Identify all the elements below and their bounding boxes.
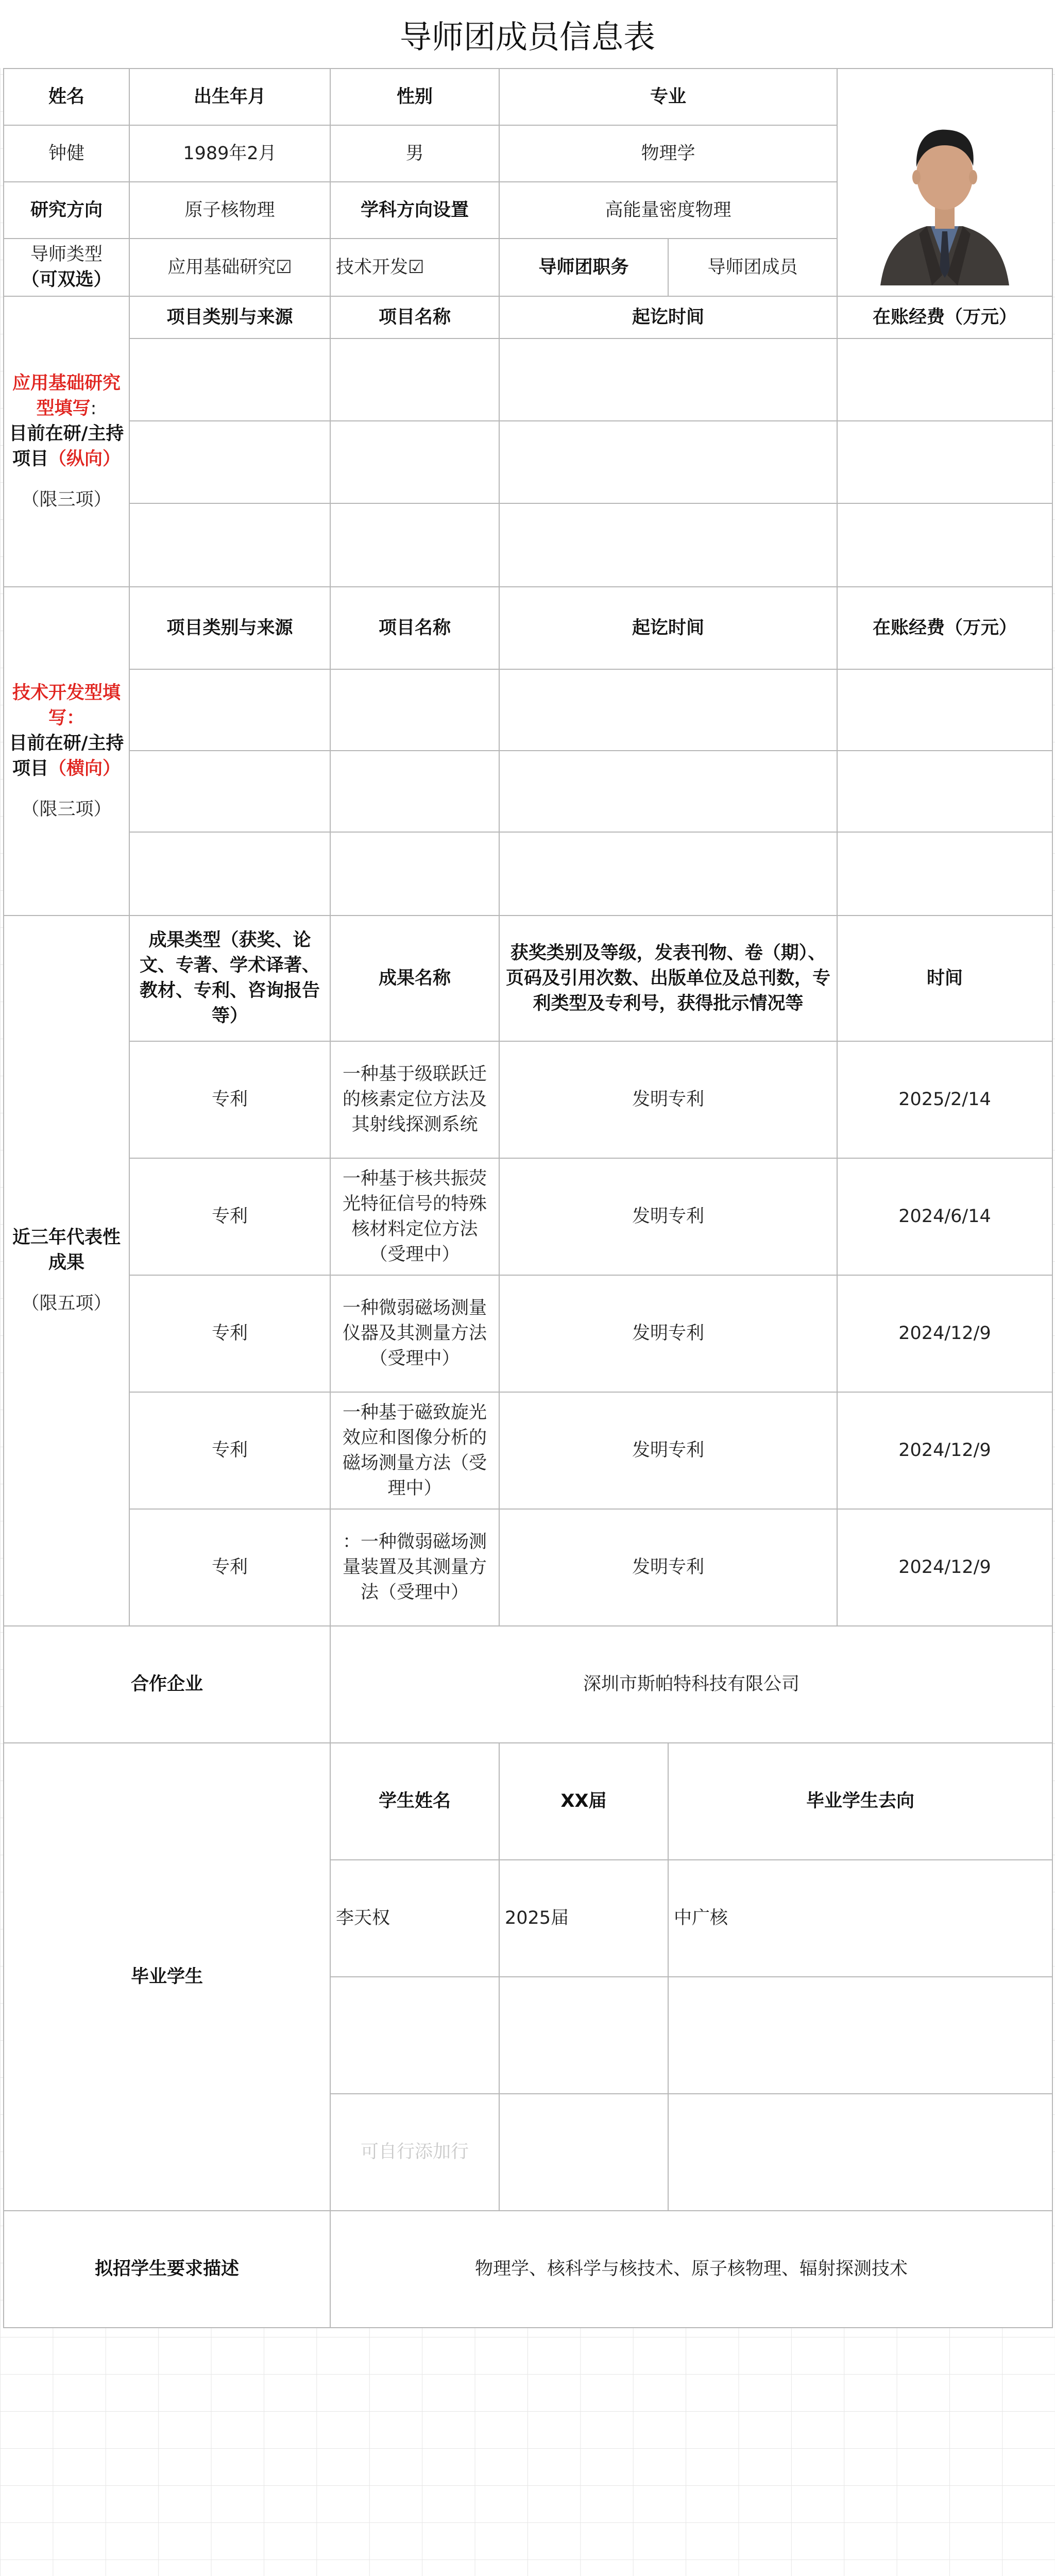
tech-header-name: 项目名称 [330, 587, 499, 669]
tech-cell[interactable] [837, 751, 1052, 832]
applied-cell[interactable] [837, 503, 1052, 587]
tech-cell[interactable] [129, 669, 330, 751]
header-research: 研究方向 [4, 182, 129, 239]
photo-cell [837, 69, 1052, 296]
ach-header-name: 成果名称 [330, 916, 499, 1041]
grad-header-year: XX届 [499, 1743, 668, 1860]
cooperation-value: 深圳市斯帕特科技有限公司 [330, 1626, 1052, 1743]
table-row [4, 751, 1052, 832]
applied-header-funds: 在账经费（万元） [837, 296, 1052, 338]
applied-cell[interactable] [499, 338, 837, 421]
tech-cell[interactable] [499, 669, 837, 751]
ach-name: 一种基于磁致旋光效应和图像分析的磁场测量方法（受理中） [330, 1392, 499, 1509]
empty-sheet-area [0, 2324, 1055, 2576]
achievements-side-label: 近三年代表性成果 （限五项） [4, 916, 129, 1626]
tech-cell[interactable] [129, 751, 330, 832]
type-applied-checkbox[interactable]: 应用基础研究☑ [129, 239, 330, 296]
tech-cell[interactable] [330, 832, 499, 916]
table-row [4, 421, 1052, 503]
grad-dest[interactable] [668, 1977, 1052, 2094]
grad-name: 李天权 [330, 1860, 499, 1977]
ach-header-date: 时间 [837, 916, 1052, 1041]
ach-name: ：一种微弱磁场测量装置及其测量方法（受理中） [330, 1509, 499, 1626]
grad-dest[interactable] [668, 2094, 1052, 2211]
table-row [4, 338, 1052, 421]
name-value: 钟健 [4, 125, 129, 182]
applied-cell[interactable] [330, 338, 499, 421]
table-row [4, 1392, 1052, 1509]
recruit-label: 拟招学生要求描述 [4, 2211, 330, 2328]
ach-detail: 发明专利 [499, 1041, 837, 1158]
ach-detail: 发明专利 [499, 1275, 837, 1392]
ach-date: 2024/12/9 [837, 1509, 1052, 1626]
add-row-hint[interactable]: 可自行添加行 [330, 2094, 499, 2211]
ach-type: 专利 [129, 1509, 330, 1626]
recruit-value: 物理学、核科学与核技术、原子核物理、辐射探测技术 [330, 2211, 1052, 2328]
grad-header-dest: 毕业学生去向 [668, 1743, 1052, 1860]
major-value: 物理学 [499, 125, 837, 182]
grad-dest: 中广核 [668, 1860, 1052, 1977]
header-name: 姓名 [4, 69, 129, 125]
grad-year[interactable] [499, 2094, 668, 2211]
ach-detail: 发明专利 [499, 1509, 837, 1626]
birth-value: 1989年2月 [129, 125, 330, 182]
table-row [4, 1041, 1052, 1158]
tech-header-funds: 在账经费（万元） [837, 587, 1052, 669]
gender-value: 男 [330, 125, 499, 182]
page-title: 导师团成员信息表 [0, 0, 1055, 68]
ach-type: 专利 [129, 1041, 330, 1158]
applied-cell[interactable] [499, 503, 837, 587]
applied-side-label: 应用基础研究型填写: 目前在研/主持项目（纵向） （限三项） [4, 296, 129, 587]
applied-cell[interactable] [129, 421, 330, 503]
ach-date: 2024/6/14 [837, 1158, 1052, 1275]
tech-cell[interactable] [330, 751, 499, 832]
mentor-type-note: （可双选） [21, 269, 112, 290]
tech-cell[interactable] [837, 832, 1052, 916]
cooperation-label: 合作企业 [4, 1626, 330, 1743]
table-row [4, 832, 1052, 916]
ach-type: 专利 [129, 1275, 330, 1392]
applied-cell[interactable] [330, 503, 499, 587]
tech-header-period: 起讫时间 [499, 587, 837, 669]
applied-cell[interactable] [129, 503, 330, 587]
tech-cell[interactable] [837, 669, 1052, 751]
tech-header-source: 项目类别与来源 [129, 587, 330, 669]
research-value: 原子核物理 [129, 182, 330, 239]
grad-header-name: 学生姓名 [330, 1743, 499, 1860]
table-row [4, 669, 1052, 751]
ach-date: 2025/2/14 [837, 1041, 1052, 1158]
table-row [4, 1275, 1052, 1392]
header-gender: 性别 [330, 69, 499, 125]
tech-cell[interactable] [499, 832, 837, 916]
ach-header-detail: 获奖类别及等级，发表刊物、卷（期）、页码及引用次数、出版单位及总刊数，专利类型及专利号，获得批示情况等 [499, 916, 837, 1041]
ach-detail: 发明专利 [499, 1158, 837, 1275]
type-tech-checkbox[interactable]: 技术开发☑ [330, 239, 499, 296]
ach-detail: 发明专利 [499, 1392, 837, 1509]
ach-name: 一种微弱磁场测量仪器及其测量方法（受理中） [330, 1275, 499, 1392]
applied-header-name: 项目名称 [330, 296, 499, 338]
applied-cell[interactable] [499, 421, 837, 503]
applied-cell[interactable] [837, 421, 1052, 503]
ach-name: 一种基于核共振荧光特征信号的特殊核材料定位方法（受理中） [330, 1158, 499, 1275]
discipline-value: 高能量密度物理 [499, 182, 837, 239]
applied-cell[interactable] [129, 338, 330, 421]
applied-cell[interactable] [837, 338, 1052, 421]
applied-cell[interactable] [330, 421, 499, 503]
ach-type: 专利 [129, 1158, 330, 1275]
header-birth: 出生年月 [129, 69, 330, 125]
ach-date: 2024/12/9 [837, 1392, 1052, 1509]
table-row [4, 1158, 1052, 1275]
mentor-type-label: 导师类型 [30, 244, 103, 265]
graduates-label: 毕业学生 [4, 1743, 330, 2211]
grad-year: 2025届 [499, 1860, 668, 1977]
ach-name: 一种基于级联跃迁的核素定位方法及其射线探测系统 [330, 1041, 499, 1158]
grad-year[interactable] [499, 1977, 668, 2094]
ach-date: 2024/12/9 [837, 1275, 1052, 1392]
info-table [3, 68, 1053, 2328]
grad-name[interactable] [330, 1977, 499, 2094]
ach-header-type: 成果类型（获奖、论文、专著、学术译著、教材、专利、咨询报告等） [129, 916, 330, 1041]
ach-type: 专利 [129, 1392, 330, 1509]
tech-cell[interactable] [330, 669, 499, 751]
tech-side-label: 技术开发型填写： 目前在研/主持项目（横向） （限三项） [4, 587, 129, 916]
person-photo-icon [870, 79, 1019, 285]
applied-header-period: 起讫时间 [499, 296, 837, 338]
table-row [4, 1509, 1052, 1626]
table-row [4, 503, 1052, 587]
role-value: 导师团成员 [668, 239, 837, 296]
header-mentor-type [4, 239, 129, 296]
header-role: 导师团职务 [499, 239, 668, 296]
header-discipline: 学科方向设置 [330, 182, 499, 239]
applied-header-source: 项目类别与来源 [129, 296, 330, 338]
tech-cell[interactable] [129, 832, 330, 916]
tech-cell[interactable] [499, 751, 837, 832]
header-major: 专业 [499, 69, 837, 125]
